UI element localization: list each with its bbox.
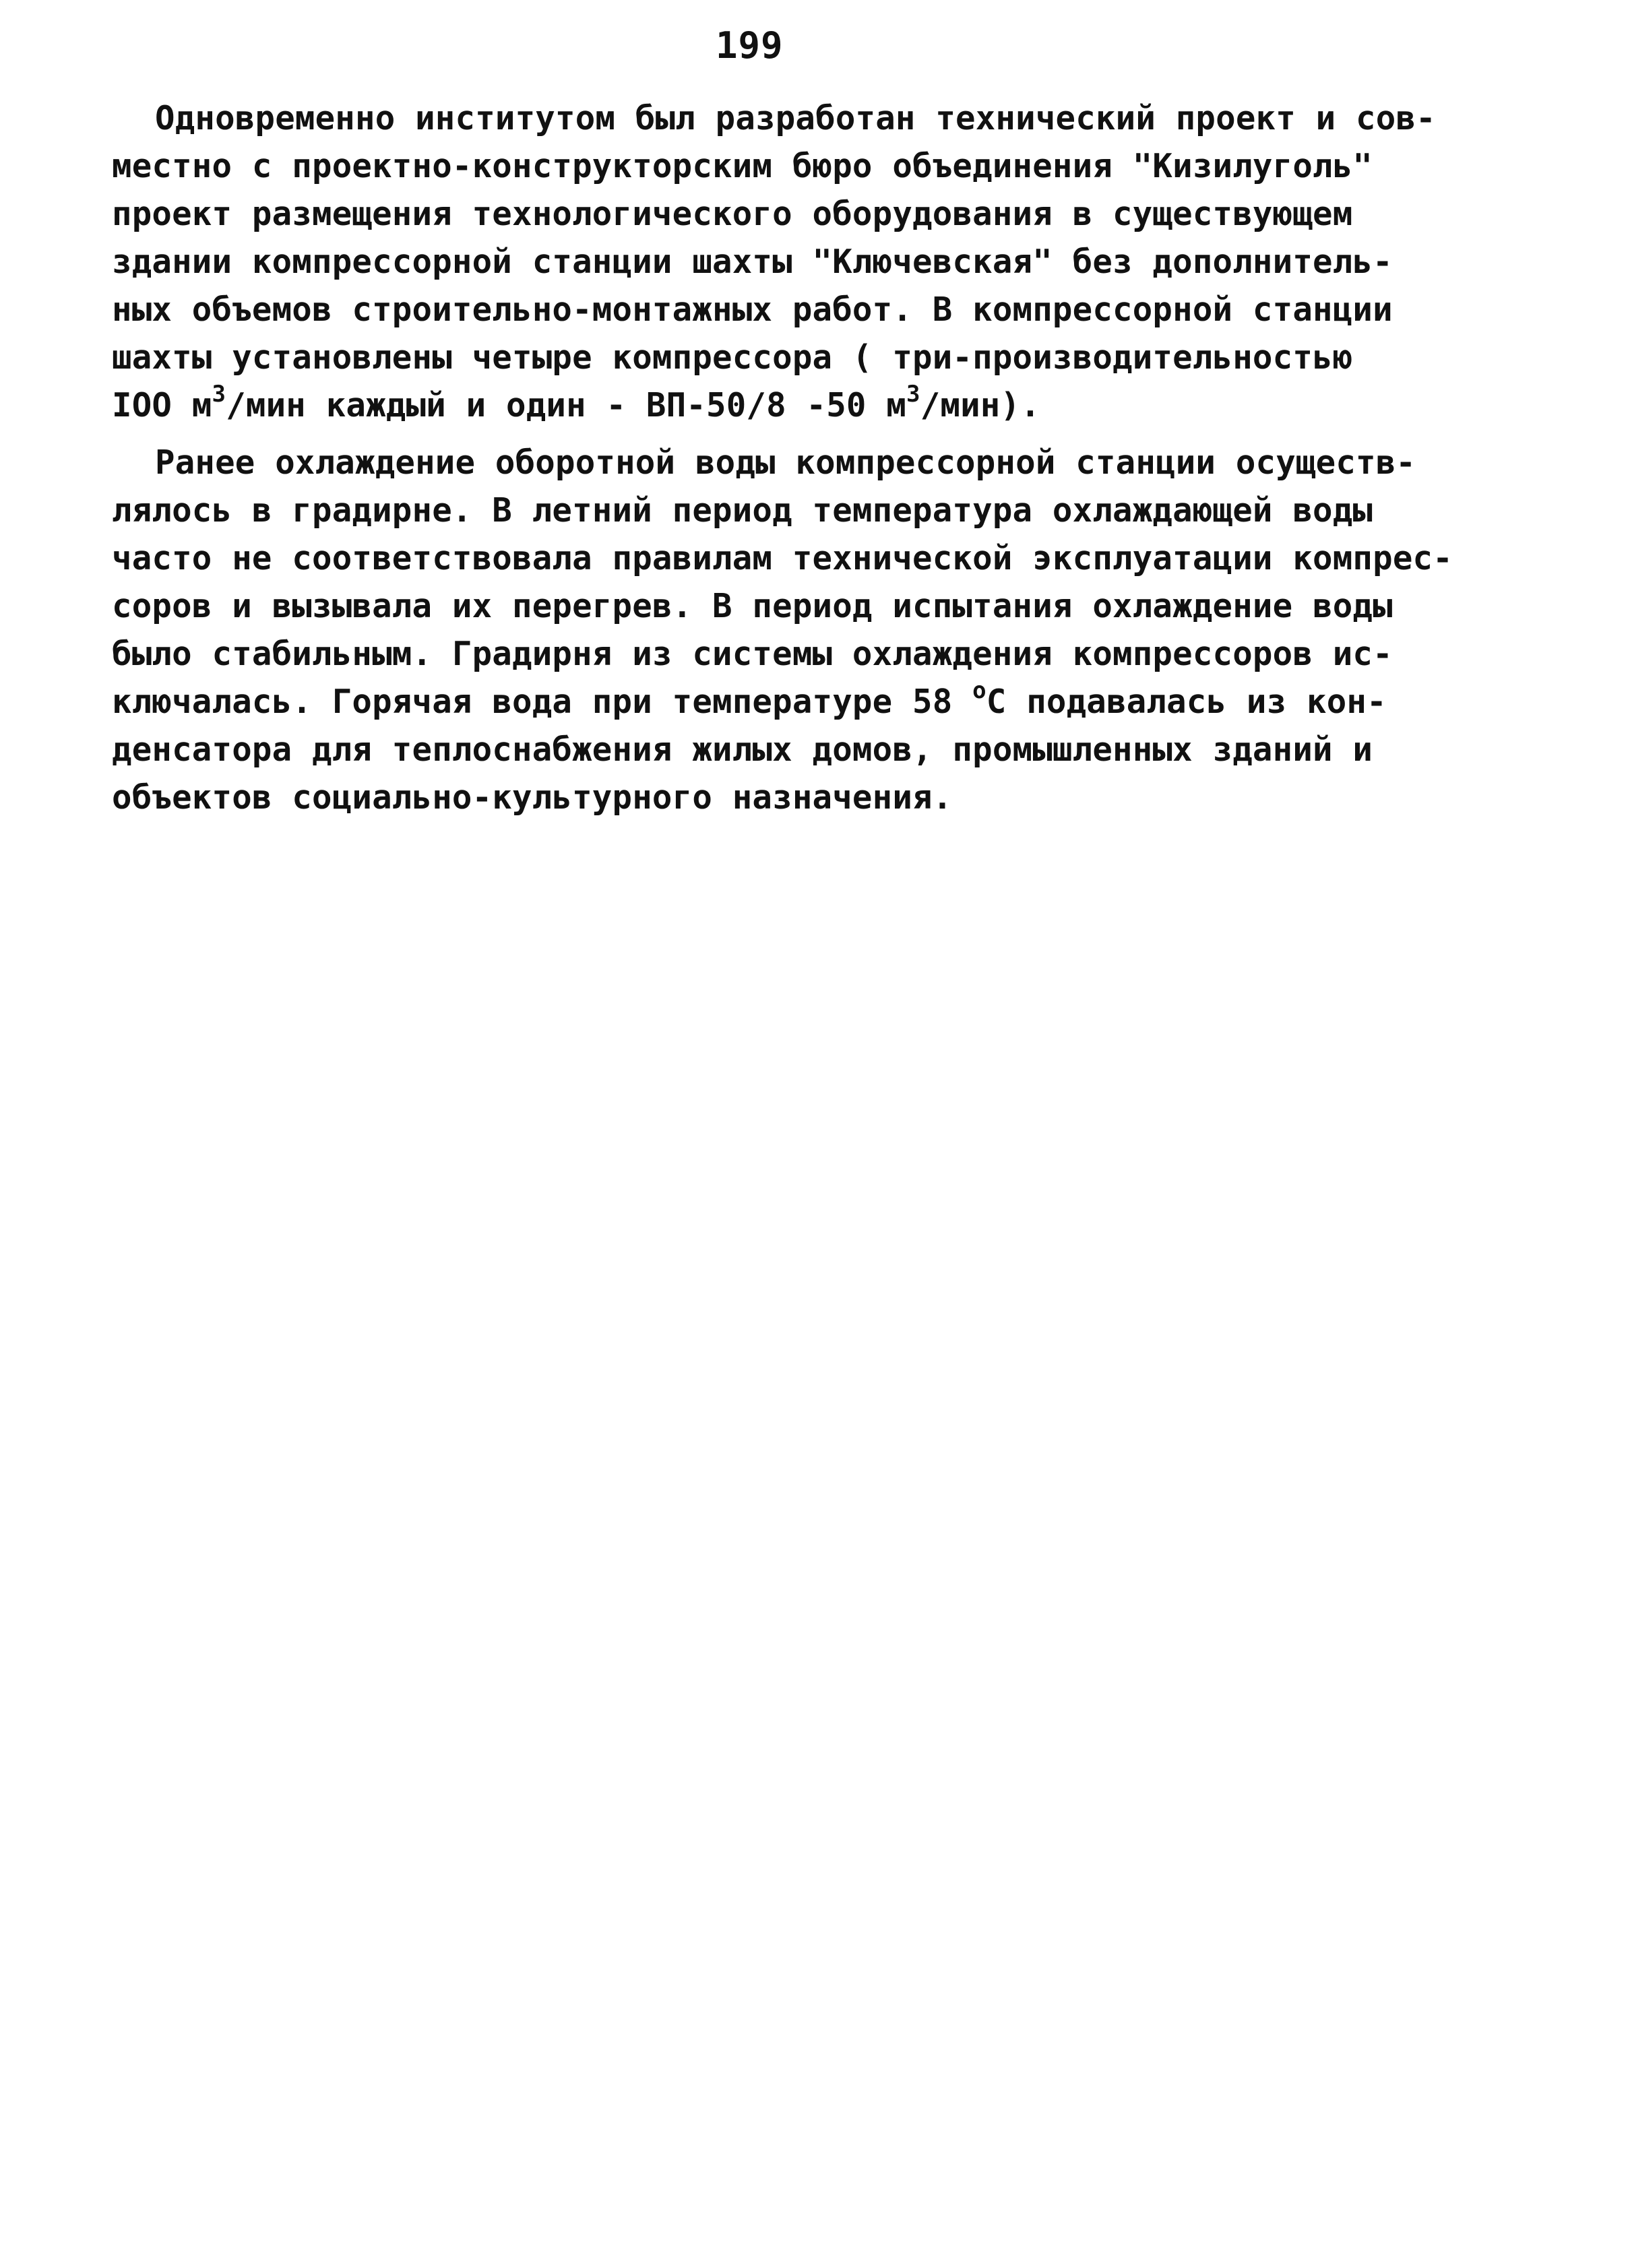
text-segment: /мин). xyxy=(920,386,1040,424)
text-line-capacity xyxy=(112,381,1567,429)
paragraph-2 xyxy=(112,439,1567,821)
text-line: часто не соответствовала правилам технической эксплуатации компрес- xyxy=(112,539,1453,577)
page-number: 199 xyxy=(716,24,784,67)
text-line: здании компрессорной станции шахты "Ключевская" без дополнитель- xyxy=(112,243,1393,281)
superscript-cubic: 3 xyxy=(212,381,226,408)
text-line: соров и вызывала их перегрев. В период испытания охлаждение воды xyxy=(112,587,1393,625)
text-line: объектов социально-культурного назначения. xyxy=(112,778,953,817)
text-line: лялось в градирне. В летний период температура охлаждающей воды xyxy=(112,491,1373,530)
text-segment: /мин каждый и один - ВП-50/8 -50 м xyxy=(226,386,907,424)
text-line: Ранее охлаждение оборотной воды компрессорной станции осуществ- xyxy=(155,443,1416,482)
text-line: денсатора для теплоснабжения жилых домов, промышленных зданий и xyxy=(112,730,1373,769)
text-segment: С подавалась из кон- xyxy=(986,683,1387,721)
paragraph-1 xyxy=(112,94,1567,429)
text-line-temperature xyxy=(112,678,1567,726)
text-segment: ключалась. Горячая вода при температуре 58 xyxy=(112,683,973,721)
text-segment: IOO м xyxy=(112,386,212,424)
text-line: местно с проектно-конструкторским бюро объединения "Кизилуголь" xyxy=(112,147,1373,185)
superscript-cubic: 3 xyxy=(906,381,920,408)
body-text xyxy=(112,94,1567,821)
text-line: было стабильным. Градирня из системы охлаждения компрессоров ис- xyxy=(112,635,1393,673)
superscript-degree: о xyxy=(972,677,986,704)
text-line: Одновременно институтом был разработан технический проект и сов- xyxy=(155,99,1436,137)
text-line: проект размещения технологического оборудования в существующем xyxy=(112,195,1353,233)
text-line: шахты установлены четыре компрессора ( три-производительностью xyxy=(112,338,1353,377)
text-line: ных объемов строительно-монтажных работ. В компрессорной станции xyxy=(112,290,1393,329)
